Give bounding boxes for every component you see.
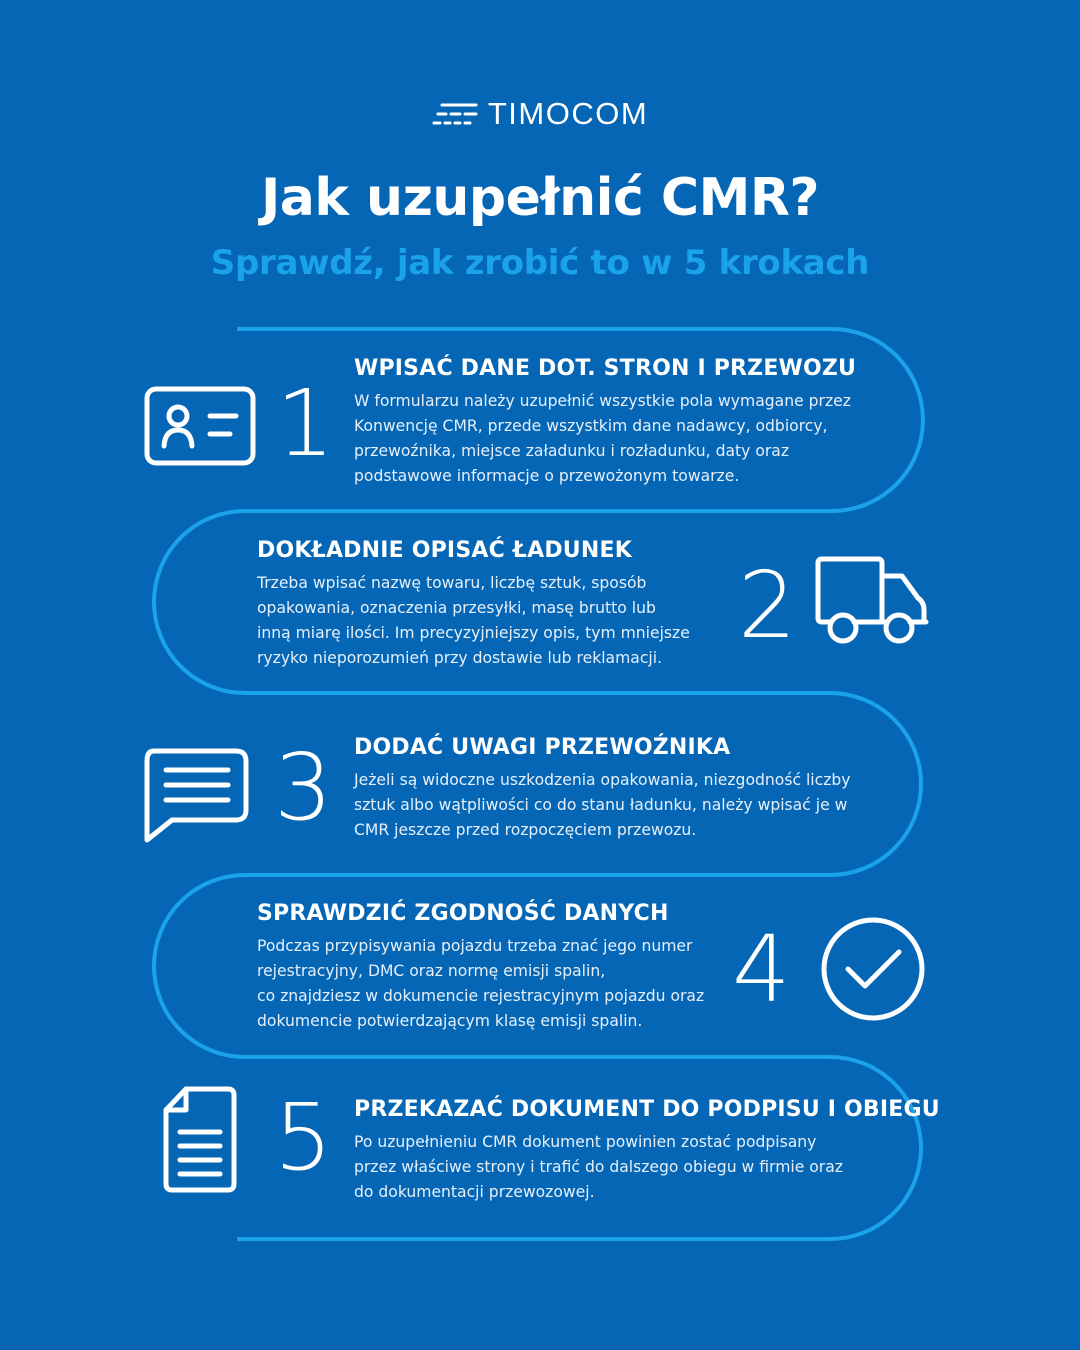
brand-name: TIMOCOM	[487, 96, 649, 131]
page-subtitle: Sprawdź, jak zrobić to w 5 krokach	[210, 243, 870, 283]
step-2-title: DOKŁADNIE OPISAĆ ŁADUNEK	[257, 538, 632, 563]
step-3-title: DODAĆ UWAGI PRZEWOŹNIKA	[354, 735, 731, 760]
step-4-text: Podczas przypisywania pojazdu trzeba znać jego numer rejestracyjny, DMC oraz normę emisji spalin, co znajdziesz w dokumencie rejestracyjnym pojazdu oraz dokumencie potwierdzającym klasę emisji spalin.	[257, 937, 705, 1030]
step-1-title: WPISAĆ DANE DOT. STRON I PRZEWOZU	[354, 356, 857, 381]
id-card-icon	[144, 386, 256, 470]
chat-icon	[142, 748, 250, 848]
step-2-text: Trzeba wpisać nazwę towaru, liczbę sztuk, sposób opakowania, oznaczenia przesyłki, masę brutto lub inną miarę ilości. Im precyzyjniejszy opis, tym mniejsze ryzyko nieporozumień przy dostawie lub reklamacji.	[257, 574, 690, 667]
step-5-title: PRZEKAZAĆ DOKUMENT DO PODPISU I OBIEGU	[354, 1097, 940, 1122]
step-2	[257, 538, 727, 671]
step-5-number: 5	[274, 1084, 333, 1191]
truck-icon	[814, 556, 930, 652]
step-1-text: W formularzu należy uzupełnić wszystkie pola wymagane przez Konwencję CMR, przede wszystkim dane nadawcy, odbiorcy, przewoźnika, miejsce załadunku i rozładunku, daty oraz podstawowe informacje o przewożonym towarze.	[354, 392, 851, 485]
step-2-number: 2	[738, 552, 797, 659]
step-3-number: 3	[274, 734, 333, 841]
step-5-text: Po uzupełnieniu CMR dokument powinien zostać podpisany przez właściwe strony i trafić do dalszego obiegu w firmie oraz do dokumentacji przewozowej.	[354, 1133, 843, 1201]
document-icon	[162, 1086, 238, 1198]
step-4	[257, 901, 727, 1034]
page-title: Jak uzupełnić CMR?	[260, 168, 820, 228]
step-1	[354, 356, 914, 489]
step-1-number: 1	[276, 370, 335, 477]
step-3	[354, 735, 914, 843]
step-4-title: SPRAWDZIĆ ZGODNOŚĆ DANYCH	[257, 901, 669, 926]
checkmark-circle-icon	[820, 916, 926, 1026]
step-4-number: 4	[732, 916, 791, 1023]
step-5	[354, 1097, 940, 1205]
step-3-text: Jeżeli są widoczne uszkodzenia opakowania, niezgodność liczby sztuk albo wątpliwości co do stanu ładunku, należy wpisać je w CMR jeszcze przed rozpoczęciem przewozu.	[354, 771, 851, 839]
